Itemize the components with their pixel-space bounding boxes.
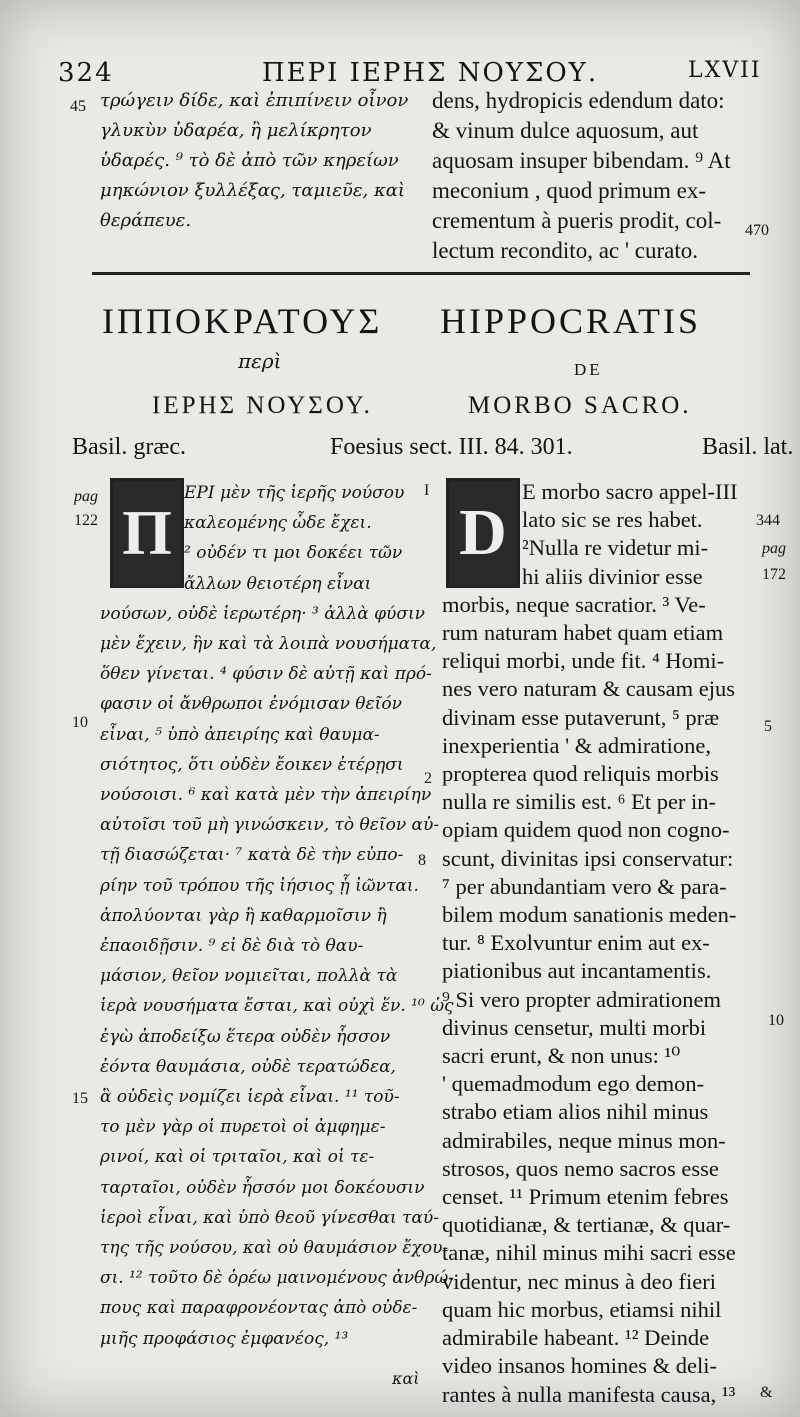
- margin-line-number: 45: [70, 98, 86, 115]
- text-line: ἱεροὶ εἶναι, καὶ ὑπὸ θεοῦ γίνεσθαι ταύ-: [100, 1207, 439, 1228]
- text-line: ΕΡΙ μὲν τῆς ἱερῆς νούσου: [184, 483, 405, 503]
- latin-catchword: &: [760, 1384, 773, 1401]
- margin-number: 172: [762, 566, 786, 583]
- text-line: ἐόντα θαυμάσια, οὐδὲ τερατώδεα,: [100, 1056, 396, 1077]
- margin-pag-label: pag: [762, 540, 786, 557]
- section-number: I: [424, 482, 430, 499]
- greek-drop-cap: Π: [110, 478, 184, 588]
- margin-line-number: 5: [764, 718, 772, 735]
- folio-number: LXVII: [688, 58, 762, 83]
- text-line: ὅθεν γίνεται. ⁴ φύσιν δὲ αὐτῇ καὶ πρό-: [100, 664, 432, 685]
- text-line: ² οὐδέν τι μοι δοκέει τῶν: [184, 543, 403, 564]
- text-line: rum naturam habet quam etiam: [442, 620, 724, 646]
- text-line: E morbo sacro appel-III: [522, 479, 738, 504]
- text-line: admirabiles, neque minus mon-: [442, 1127, 726, 1153]
- text-line: πους καὶ παραφρονέοντας ἀπὸ οὐδε-: [100, 1298, 418, 1319]
- latin-author-title: HIPPOCRATIS: [440, 301, 702, 341]
- greek-continuation-text: [100, 86, 408, 236]
- text-line: αὐτοῖσι τοῦ μὴ γινώσκειν, τὸ θεῖον αὐ-: [100, 815, 440, 836]
- latin-drop-cap: D: [446, 478, 520, 588]
- text-line: ρίην τοῦ τρόπου τῆς ἰήσιος ᾗ ἰῶνται.: [100, 875, 419, 896]
- text-line: ἄλλων θειοτέρη εἶναι: [184, 573, 372, 594]
- text-line: censet. ¹¹ Primum etenim febres: [442, 1184, 729, 1210]
- text-line: opiam quidem quod non cogno-: [442, 817, 730, 843]
- text-line: quam hic morbus, etiamsi nihil: [442, 1296, 722, 1322]
- greek-text-column: [100, 478, 454, 1354]
- text-line: της τῆς νούσου, καὶ οὐ θαυμάσιον ἔχου-: [100, 1238, 449, 1259]
- text-line: ἃ οὐδεὶς νομίζει ἱερὰ εἶναι. ¹¹ τοῦ-: [100, 1087, 400, 1108]
- margin-line-number: 470: [745, 222, 769, 239]
- text-line: ρινοί, καὶ οἱ τριταῖοι, καὶ οἱ τε-: [100, 1147, 375, 1168]
- text-line: ἱερὰ νουσήματα ἔσται, καὶ οὐχὶ ἕν. ¹⁰ ὡς: [100, 996, 454, 1017]
- text-line: ἐπαοιδῇσιν. ⁹ εἰ δὲ διὰ τὸ θαυ-: [100, 936, 364, 957]
- section-number: 2: [424, 770, 432, 787]
- text-line: strosos, quos nemo sacros esse: [442, 1155, 719, 1181]
- text-line: μάσιον, θεῖον νομιεῖται, πολλὰ τὰ: [100, 966, 398, 987]
- text-line: reliqui morbi, unde fit. ⁴ Homi-: [442, 648, 725, 674]
- latin-continuation-text: [432, 86, 731, 266]
- text-line: lato sic se res habet.: [522, 507, 703, 533]
- text-line: το μὲν γὰρ οἱ πυρετοὶ οἱ ἀμφημε-: [100, 1117, 386, 1138]
- greek-work-title: ΙΕΡΗΣ ΝΟΥΣΟΥ.: [152, 392, 373, 419]
- margin-pag-label: pag: [74, 488, 98, 505]
- text-line: νούσων, οὐδὲ ἱερωτέρη· ³ ἀλλὰ φύσιν: [100, 603, 425, 624]
- text-line: μιῆς προφάσιος ἐμφανέος, ¹³: [100, 1328, 349, 1349]
- text-line: meconium , quod primum ex-: [432, 178, 707, 203]
- text-line: ⁷ per abundantiam vero & para-: [442, 873, 727, 899]
- text-line: γλυκὺν ὑδαρέα, ἢ μελίκρητον: [100, 120, 372, 141]
- text-line: ἀπολύονται γὰρ ἢ καθαρμοῖσιν ἢ: [100, 905, 387, 926]
- text-line: & vinum dulce aquosum, aut: [432, 118, 699, 143]
- margin-line-number: 15: [72, 1090, 88, 1107]
- margin-line-number: 10: [72, 714, 88, 731]
- text-line: ταρταῖοι, οὐδὲν ἧσσόν μοι δοκέουσιν: [100, 1177, 425, 1198]
- margin-pag-number: 122: [74, 512, 98, 529]
- text-line: τρώγειν δίδε, καὶ ἐπιπίνειν οἶνον: [100, 90, 409, 111]
- latin-work-title: MORBO SACRO.: [468, 392, 692, 419]
- page-number: 324: [58, 58, 114, 88]
- text-line: divinam esse putaverunt, ⁵ præ: [442, 704, 720, 730]
- text-line: nes vero naturam & causam ejus: [442, 676, 736, 702]
- text-line: μηκώνιον ξυλλέξας, ταμιεῦε, καὶ: [100, 180, 405, 201]
- margin-number: 344: [756, 512, 780, 529]
- text-line: εἶναι, ⁵ ὑπὸ ἀπειρίης καὶ θαυμα-: [100, 724, 380, 745]
- text-line: tanæ, nihil minus mihi sacri esse: [442, 1240, 736, 1266]
- text-line: lectum recondito, ac ' curato.: [432, 238, 698, 263]
- text-line: hi aliis divinior esse: [522, 563, 703, 589]
- text-line: bilem modum sanationis meden-: [442, 902, 737, 928]
- basil-lat-ref: Basil. lat.: [702, 434, 794, 460]
- text-line: ⁹ Si vero propter admirationem: [442, 986, 722, 1012]
- text-line: morbis, neque sacratior. ³ Ve-: [442, 591, 706, 617]
- footnote-marker: 8: [418, 852, 426, 869]
- text-line: μὲν ἔχειν, ἣν καὶ τὰ λοιπὰ νουσήματα,: [100, 634, 437, 655]
- text-line: rantes à nulla manifesta causa, ¹³: [442, 1381, 736, 1407]
- greek-peri-title: περὶ: [238, 349, 282, 373]
- text-line: καλεομένης ὧδε ἔχει.: [184, 513, 372, 534]
- text-line: dens, hydropicis edendum dato:: [432, 88, 725, 113]
- text-line: ἐγὼ ἀποδείξω ἕτερα οὐδὲν ἧσσον: [100, 1026, 391, 1047]
- greek-catchword: καὶ: [392, 1369, 420, 1388]
- text-line: aquosam insuper bibendam. ⁹ At: [432, 148, 731, 173]
- text-line: crementum à pueris prodit, col-: [432, 208, 722, 233]
- basil-graec-ref: Basil. græc.: [72, 434, 186, 460]
- text-line: quotidianæ, & tertianæ, & quar-: [442, 1212, 731, 1238]
- text-line: σι. ¹² τοῦτο δὲ ὁρέω μαινομένους ἀνθρώ-: [100, 1268, 454, 1289]
- text-line: φασιν οἱ ἄνθρωποι ἐνόμισαν θεῖόν: [100, 694, 402, 715]
- text-line: θεράπευε.: [100, 210, 192, 231]
- foesius-ref: Foesius sect. III. 84. 301.: [330, 434, 573, 460]
- text-line: ²Nulla re videtur mi-: [522, 535, 709, 561]
- text-line: videntur, nec minus à deo fieri: [442, 1268, 717, 1294]
- text-line: strabo etiam alios nihil minus: [442, 1099, 709, 1125]
- text-line: piationibus aut incantamentis.: [442, 958, 712, 984]
- text-line: inexperientia ' & admiratione,: [442, 732, 711, 758]
- greek-author-title: ΙΠΠΟΚΡΑΤΟΥΣ: [102, 301, 383, 341]
- text-line: nulla re similis est. ⁶ Et per in-: [442, 789, 717, 815]
- text-line: σιότητος, ὅτι οὐδὲν ἔοικεν ἑτέρῃσι: [100, 754, 404, 775]
- text-line: νούσοισι. ⁶ καὶ κατὰ μὲν τὴν ἀπειρίην: [100, 785, 432, 806]
- running-title: ΠΕΡΙ ΙΕΡΗΣ ΝΟΥΣΟΥ.: [262, 58, 599, 88]
- text-line: propterea quod reliquis morbis: [442, 761, 719, 787]
- text-line: admirabile habeant. ¹² Deinde: [442, 1325, 710, 1351]
- text-line: video insanos homines & deli-: [442, 1353, 717, 1379]
- margin-line-number: 10: [768, 1012, 784, 1029]
- text-line: τῇ διασώζεται· ⁷ κατὰ δὲ τὴν εὐπο-: [100, 845, 404, 866]
- latin-text-column: [442, 478, 738, 1409]
- text-line: ὑδαρές. ⁹ τὸ δὲ ἀπὸ τῶν κηρείων: [100, 150, 399, 171]
- text-line: scunt, divinitas ipsi conservatur:: [442, 845, 734, 871]
- text-line: divinus censetur, multi morbi: [442, 1014, 707, 1040]
- text-line: sacri erunt, & non unus: ¹⁰: [442, 1043, 681, 1069]
- latin-de-title: DE: [574, 360, 603, 379]
- text-line: ' quemadmodum ego demon-: [442, 1071, 705, 1097]
- text-line: tur. ⁸ Exolvuntur enim aut ex-: [442, 930, 710, 956]
- separator-rule: [92, 272, 750, 275]
